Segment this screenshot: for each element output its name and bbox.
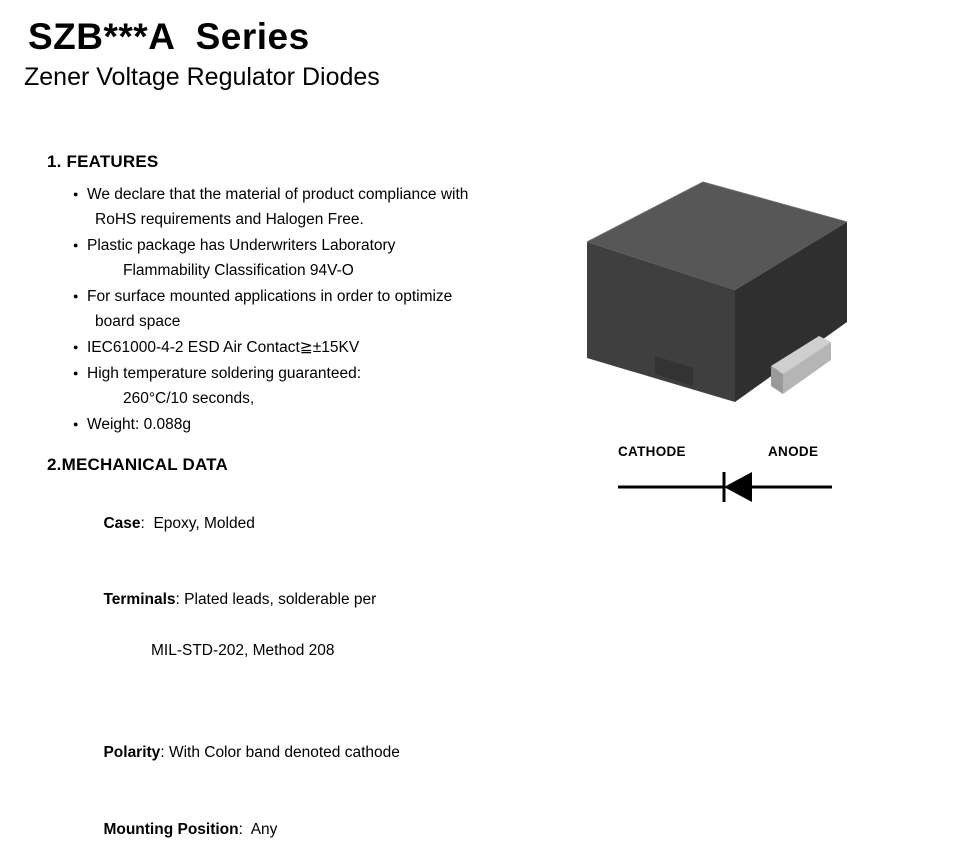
anode-label: ANODE xyxy=(768,444,819,459)
mechanical-row-separator: : xyxy=(140,514,154,532)
cathode-label: CATHODE xyxy=(618,444,686,459)
mechanical-row-separator: : xyxy=(175,591,185,608)
diode-symbol-svg xyxy=(600,462,870,512)
mechanical-row-value-second-line: MIL-STD-202, Method 208 xyxy=(151,642,335,659)
mechanical-row-label: Case xyxy=(103,514,141,532)
mechanical-row-value: With Color band denoted cathode xyxy=(168,744,400,761)
mechanical-row-label: Mounting Position xyxy=(103,820,239,838)
list-item xyxy=(73,335,567,360)
list-item xyxy=(73,284,567,334)
mechanical-row xyxy=(69,485,567,562)
feature-line-2: board space xyxy=(95,313,181,330)
mechanical-row-value: Epoxy, Molded xyxy=(153,514,255,532)
mechanical-data-list xyxy=(47,485,567,868)
feature-line-2: 260°C/10 seconds, xyxy=(123,390,255,407)
mechanical-row-value: Plated leads, solderable per xyxy=(184,591,377,608)
package-3d-illustration xyxy=(575,170,875,430)
list-item xyxy=(73,233,567,283)
feature-line-1: For surface mounted applications in order to optimize xyxy=(87,288,453,305)
feature-line-1: We declare that the material of product compliance with xyxy=(87,186,469,203)
list-item xyxy=(73,182,567,232)
features-list xyxy=(47,182,567,437)
mechanical-row xyxy=(69,715,567,792)
mechanical-row-label: Polarity xyxy=(103,744,161,761)
mechanical-row-separator: : xyxy=(238,820,251,838)
mechanical-row xyxy=(69,562,567,715)
mechanical-row-separator: : xyxy=(160,744,169,761)
left-column xyxy=(47,152,567,868)
package-3d-svg xyxy=(575,170,875,430)
features-heading: 1. FEATURES xyxy=(47,152,159,171)
feature-line-1: Plastic package has Underwriters Laboratory xyxy=(87,237,396,254)
page-title: SZB***A Series xyxy=(28,16,310,57)
mechanical-row-value: Any xyxy=(250,820,278,838)
feature-line-2: RoHS requirements and Halogen Free. xyxy=(95,211,364,228)
list-item xyxy=(73,361,567,411)
mechanical-row-label: Terminals xyxy=(103,591,176,608)
feature-line-1: IEC61000-4-2 ESD Air Contact≧±15KV xyxy=(87,339,360,356)
feature-line-1: High temperature soldering guaranteed: xyxy=(87,365,362,382)
feature-line-2: Flammability Classification 94V-O xyxy=(123,262,354,279)
feature-line-1: Weight: 0.088g xyxy=(87,416,191,433)
mechanical-row xyxy=(69,791,567,868)
list-item xyxy=(73,412,567,437)
diode-schematic xyxy=(600,440,870,510)
page-subtitle: Zener Voltage Regulator Diodes xyxy=(24,63,380,91)
mechanical-heading: 2.MECHANICAL DATA xyxy=(47,455,228,474)
anode-triangle xyxy=(724,472,752,502)
